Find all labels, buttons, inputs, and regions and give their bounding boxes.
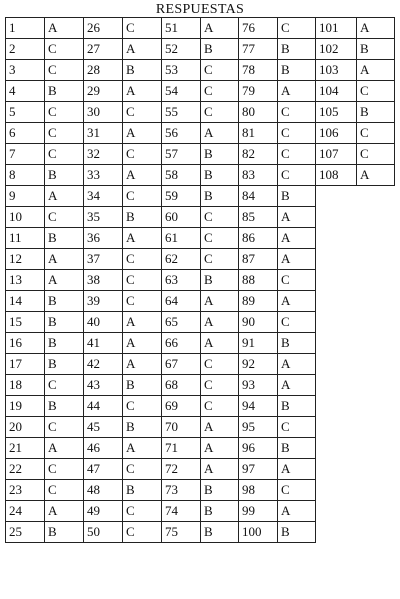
question-number-cell: 65 <box>162 312 201 333</box>
page-title: RESPUESTAS <box>155 2 245 17</box>
answer-letter-cell: C <box>123 459 162 480</box>
answer-letter-cell: B <box>278 396 316 417</box>
empty-cell <box>316 459 357 480</box>
answer-letter-cell: A <box>123 354 162 375</box>
empty-cell <box>357 417 395 438</box>
question-number-cell: 44 <box>84 396 123 417</box>
answer-letter-cell: C <box>278 144 316 165</box>
answer-letter-cell: B <box>201 522 239 543</box>
answer-letter-cell: B <box>45 228 84 249</box>
answer-letter-cell: A <box>357 18 395 39</box>
answer-letter-cell: C <box>45 39 84 60</box>
question-number-cell: 33 <box>84 165 123 186</box>
question-number-cell: 53 <box>162 60 201 81</box>
question-number-cell: 32 <box>84 144 123 165</box>
empty-cell <box>316 228 357 249</box>
table-row <box>6 417 395 438</box>
question-number-cell: 56 <box>162 123 201 144</box>
empty-cell <box>316 291 357 312</box>
question-number-cell: 36 <box>84 228 123 249</box>
question-number-cell: 19 <box>6 396 45 417</box>
question-number-cell: 84 <box>239 186 278 207</box>
answer-letter-cell: A <box>123 438 162 459</box>
question-number-cell: 27 <box>84 39 123 60</box>
empty-cell <box>316 417 357 438</box>
answer-letter-cell: C <box>123 18 162 39</box>
answer-letter-cell: C <box>123 522 162 543</box>
table-row <box>6 60 395 81</box>
answer-letter-cell: A <box>123 81 162 102</box>
answer-letter-cell: A <box>278 375 316 396</box>
answer-letter-cell: B <box>201 39 239 60</box>
question-number-cell: 71 <box>162 438 201 459</box>
answer-letter-cell: C <box>45 480 84 501</box>
answer-letter-cell: C <box>278 312 316 333</box>
question-number-cell: 70 <box>162 417 201 438</box>
question-number-cell: 13 <box>6 270 45 291</box>
question-number-cell: 102 <box>316 39 357 60</box>
question-number-cell: 41 <box>84 333 123 354</box>
question-number-cell: 29 <box>84 81 123 102</box>
answer-letter-cell: A <box>278 459 316 480</box>
answer-letter-cell: B <box>45 312 84 333</box>
question-number-cell: 38 <box>84 270 123 291</box>
answer-letter-cell: C <box>123 291 162 312</box>
answer-letter-cell: A <box>123 165 162 186</box>
answer-letter-cell: B <box>45 354 84 375</box>
empty-cell <box>316 438 357 459</box>
answer-letter-cell: A <box>201 18 239 39</box>
question-number-cell: 63 <box>162 270 201 291</box>
answer-letter-cell: C <box>357 81 395 102</box>
question-number-cell: 58 <box>162 165 201 186</box>
question-number-cell: 40 <box>84 312 123 333</box>
question-number-cell: 42 <box>84 354 123 375</box>
question-number-cell: 89 <box>239 291 278 312</box>
question-number-cell: 11 <box>6 228 45 249</box>
question-number-cell: 80 <box>239 102 278 123</box>
question-number-cell: 95 <box>239 417 278 438</box>
question-number-cell: 96 <box>239 438 278 459</box>
answer-letter-cell: C <box>45 417 84 438</box>
question-number-cell: 2 <box>6 39 45 60</box>
answer-letter-cell: B <box>45 291 84 312</box>
answer-letter-cell: C <box>201 60 239 81</box>
empty-cell <box>357 228 395 249</box>
question-number-cell: 7 <box>6 144 45 165</box>
answer-letter-cell: A <box>278 501 316 522</box>
answer-letter-cell: B <box>123 60 162 81</box>
question-number-cell: 99 <box>239 501 278 522</box>
answer-letter-cell: A <box>201 417 239 438</box>
empty-cell <box>357 354 395 375</box>
question-number-cell: 61 <box>162 228 201 249</box>
empty-cell <box>316 354 357 375</box>
answer-letter-cell: C <box>278 270 316 291</box>
answer-letter-cell: B <box>45 396 84 417</box>
table-row <box>6 186 395 207</box>
question-number-cell: 66 <box>162 333 201 354</box>
empty-cell <box>357 480 395 501</box>
question-number-cell: 72 <box>162 459 201 480</box>
question-number-cell: 81 <box>239 123 278 144</box>
question-number-cell: 103 <box>316 60 357 81</box>
empty-cell <box>316 501 357 522</box>
empty-cell <box>357 459 395 480</box>
answer-letter-cell: B <box>357 39 395 60</box>
table-row <box>6 249 395 270</box>
question-number-cell: 73 <box>162 480 201 501</box>
question-number-cell: 57 <box>162 144 201 165</box>
answer-letter-cell: C <box>201 375 239 396</box>
empty-cell <box>357 186 395 207</box>
question-number-cell: 98 <box>239 480 278 501</box>
table-row <box>6 144 395 165</box>
question-number-cell: 82 <box>239 144 278 165</box>
answer-letter-cell: A <box>201 459 239 480</box>
question-number-cell: 108 <box>316 165 357 186</box>
answer-letter-cell: B <box>45 81 84 102</box>
question-number-cell: 97 <box>239 459 278 480</box>
table-row <box>6 207 395 228</box>
table-row <box>6 39 395 60</box>
answer-letter-cell: C <box>45 459 84 480</box>
table-row <box>6 291 395 312</box>
table-row <box>6 354 395 375</box>
question-number-cell: 35 <box>84 207 123 228</box>
answer-letter-cell: C <box>45 144 84 165</box>
answer-letter-cell: A <box>45 501 84 522</box>
answer-letter-cell: A <box>278 291 316 312</box>
empty-cell <box>357 312 395 333</box>
answer-letter-cell: B <box>278 522 316 543</box>
question-number-cell: 16 <box>6 333 45 354</box>
question-number-cell: 26 <box>84 18 123 39</box>
question-number-cell: 6 <box>6 123 45 144</box>
answer-letter-cell: C <box>201 228 239 249</box>
answer-letter-cell: B <box>278 60 316 81</box>
answer-letter-cell: C <box>45 123 84 144</box>
question-number-cell: 54 <box>162 81 201 102</box>
answer-letter-cell: B <box>45 333 84 354</box>
question-number-cell: 49 <box>84 501 123 522</box>
answer-letter-cell: B <box>278 438 316 459</box>
answer-letter-cell: A <box>278 249 316 270</box>
answer-letter-cell: C <box>45 375 84 396</box>
empty-cell <box>316 375 357 396</box>
answer-letter-cell: C <box>278 480 316 501</box>
answer-letter-cell: B <box>123 375 162 396</box>
empty-cell <box>316 333 357 354</box>
empty-cell <box>357 501 395 522</box>
question-number-cell: 47 <box>84 459 123 480</box>
empty-cell <box>357 396 395 417</box>
question-number-cell: 107 <box>316 144 357 165</box>
answer-letter-cell: A <box>201 312 239 333</box>
table-row <box>6 501 395 522</box>
answer-letter-cell: C <box>278 165 316 186</box>
answer-letter-cell: B <box>123 480 162 501</box>
answer-letter-cell: C <box>201 207 239 228</box>
answer-letter-cell: C <box>123 396 162 417</box>
question-number-cell: 85 <box>239 207 278 228</box>
answer-letter-cell: B <box>357 102 395 123</box>
question-number-cell: 23 <box>6 480 45 501</box>
table-row <box>6 18 395 39</box>
empty-cell <box>316 186 357 207</box>
answer-letter-cell: A <box>123 39 162 60</box>
answer-letter-cell: A <box>123 333 162 354</box>
answer-letter-cell: C <box>201 81 239 102</box>
answer-letter-cell: A <box>123 123 162 144</box>
answer-letter-cell: A <box>45 438 84 459</box>
empty-cell <box>316 522 357 543</box>
question-number-cell: 34 <box>84 186 123 207</box>
question-number-cell: 59 <box>162 186 201 207</box>
empty-cell <box>316 270 357 291</box>
answer-letter-cell: A <box>45 186 84 207</box>
answer-letter-cell: A <box>45 270 84 291</box>
empty-cell <box>316 249 357 270</box>
question-number-cell: 22 <box>6 459 45 480</box>
answer-letter-cell: C <box>278 102 316 123</box>
answer-letter-cell: C <box>278 417 316 438</box>
question-number-cell: 93 <box>239 375 278 396</box>
table-row <box>6 438 395 459</box>
answer-letter-cell: B <box>278 186 316 207</box>
question-number-cell: 24 <box>6 501 45 522</box>
question-number-cell: 5 <box>6 102 45 123</box>
answer-letter-cell: B <box>201 186 239 207</box>
table-row <box>6 123 395 144</box>
answer-letter-cell: B <box>201 480 239 501</box>
table-row <box>6 102 395 123</box>
table-row <box>6 459 395 480</box>
question-number-cell: 30 <box>84 102 123 123</box>
answer-letter-cell: C <box>357 144 395 165</box>
question-number-cell: 12 <box>6 249 45 270</box>
question-number-cell: 86 <box>239 228 278 249</box>
answer-letter-cell: A <box>45 249 84 270</box>
question-number-cell: 28 <box>84 60 123 81</box>
question-number-cell: 75 <box>162 522 201 543</box>
question-number-cell: 1 <box>6 18 45 39</box>
empty-cell <box>357 375 395 396</box>
answer-letter-cell: C <box>201 102 239 123</box>
question-number-cell: 62 <box>162 249 201 270</box>
question-number-cell: 18 <box>6 375 45 396</box>
answer-letter-cell: C <box>201 249 239 270</box>
answer-letter-cell: A <box>123 312 162 333</box>
question-number-cell: 45 <box>84 417 123 438</box>
table-row <box>6 81 395 102</box>
question-number-cell: 15 <box>6 312 45 333</box>
table-row <box>6 480 395 501</box>
answer-letter-cell: A <box>278 207 316 228</box>
answer-table <box>5 17 395 543</box>
table-row <box>6 165 395 186</box>
question-number-cell: 77 <box>239 39 278 60</box>
question-number-cell: 39 <box>84 291 123 312</box>
question-number-cell: 8 <box>6 165 45 186</box>
empty-cell <box>316 480 357 501</box>
answer-table-body <box>6 18 395 543</box>
answer-letter-cell: C <box>123 249 162 270</box>
answer-letter-cell: A <box>201 291 239 312</box>
answer-letter-cell: B <box>45 165 84 186</box>
answer-letter-cell: A <box>278 228 316 249</box>
answer-letter-cell: C <box>123 186 162 207</box>
question-number-cell: 69 <box>162 396 201 417</box>
question-number-cell: 20 <box>6 417 45 438</box>
answer-letter-cell: A <box>201 438 239 459</box>
question-number-cell: 83 <box>239 165 278 186</box>
answer-letter-cell: A <box>357 60 395 81</box>
question-number-cell: 76 <box>239 18 278 39</box>
question-number-cell: 25 <box>6 522 45 543</box>
question-number-cell: 55 <box>162 102 201 123</box>
table-row <box>6 396 395 417</box>
question-number-cell: 37 <box>84 249 123 270</box>
empty-cell <box>357 249 395 270</box>
question-number-cell: 79 <box>239 81 278 102</box>
answer-letter-cell: A <box>357 165 395 186</box>
table-row <box>6 312 395 333</box>
question-number-cell: 94 <box>239 396 278 417</box>
answer-letter-cell: B <box>201 270 239 291</box>
table-row <box>6 228 395 249</box>
table-row <box>6 375 395 396</box>
answer-letter-cell: C <box>278 18 316 39</box>
empty-cell <box>357 438 395 459</box>
answer-letter-cell: C <box>45 207 84 228</box>
question-number-cell: 14 <box>6 291 45 312</box>
table-row <box>6 333 395 354</box>
answer-letter-cell: A <box>278 354 316 375</box>
answer-letter-cell: C <box>123 144 162 165</box>
answer-letter-cell: B <box>201 501 239 522</box>
empty-cell <box>357 522 395 543</box>
question-number-cell: 46 <box>84 438 123 459</box>
question-number-cell: 48 <box>84 480 123 501</box>
question-number-cell: 60 <box>162 207 201 228</box>
question-number-cell: 50 <box>84 522 123 543</box>
empty-cell <box>357 207 395 228</box>
answer-letter-cell: B <box>45 522 84 543</box>
question-number-cell: 88 <box>239 270 278 291</box>
question-number-cell: 21 <box>6 438 45 459</box>
question-number-cell: 104 <box>316 81 357 102</box>
answer-letter-cell: A <box>201 333 239 354</box>
question-number-cell: 31 <box>84 123 123 144</box>
answer-letter-cell: B <box>123 207 162 228</box>
answer-letter-cell: A <box>278 81 316 102</box>
answer-letter-cell: C <box>201 396 239 417</box>
question-number-cell: 51 <box>162 18 201 39</box>
question-number-cell: 100 <box>239 522 278 543</box>
answer-letter-cell: B <box>201 165 239 186</box>
question-number-cell: 106 <box>316 123 357 144</box>
question-number-cell: 91 <box>239 333 278 354</box>
table-row <box>6 522 395 543</box>
question-number-cell: 74 <box>162 501 201 522</box>
question-number-cell: 64 <box>162 291 201 312</box>
answer-letter-cell: A <box>45 18 84 39</box>
question-number-cell: 90 <box>239 312 278 333</box>
question-number-cell: 87 <box>239 249 278 270</box>
empty-cell <box>316 396 357 417</box>
question-number-cell: 92 <box>239 354 278 375</box>
answer-letter-cell: C <box>278 123 316 144</box>
empty-cell <box>357 270 395 291</box>
answer-letter-cell: A <box>123 228 162 249</box>
question-number-cell: 43 <box>84 375 123 396</box>
answer-letter-cell: C <box>357 123 395 144</box>
question-number-cell: 17 <box>6 354 45 375</box>
question-number-cell: 10 <box>6 207 45 228</box>
question-number-cell: 4 <box>6 81 45 102</box>
empty-cell <box>357 333 395 354</box>
answer-letter-cell: A <box>201 123 239 144</box>
answer-letter-cell: C <box>45 60 84 81</box>
question-number-cell: 101 <box>316 18 357 39</box>
answer-letter-cell: C <box>123 102 162 123</box>
question-number-cell: 67 <box>162 354 201 375</box>
empty-cell <box>357 291 395 312</box>
answer-letter-cell: C <box>123 270 162 291</box>
answer-letter-cell: B <box>278 333 316 354</box>
answer-letter-cell: B <box>201 144 239 165</box>
answer-letter-cell: B <box>278 39 316 60</box>
question-number-cell: 78 <box>239 60 278 81</box>
answer-letter-cell: C <box>123 501 162 522</box>
question-number-cell: 105 <box>316 102 357 123</box>
question-number-cell: 52 <box>162 39 201 60</box>
answer-letter-cell: C <box>45 102 84 123</box>
empty-cell <box>316 312 357 333</box>
answer-letter-cell: C <box>201 354 239 375</box>
question-number-cell: 3 <box>6 60 45 81</box>
table-row <box>6 270 395 291</box>
question-number-cell: 68 <box>162 375 201 396</box>
empty-cell <box>316 207 357 228</box>
answer-letter-cell: B <box>123 417 162 438</box>
question-number-cell: 9 <box>6 186 45 207</box>
